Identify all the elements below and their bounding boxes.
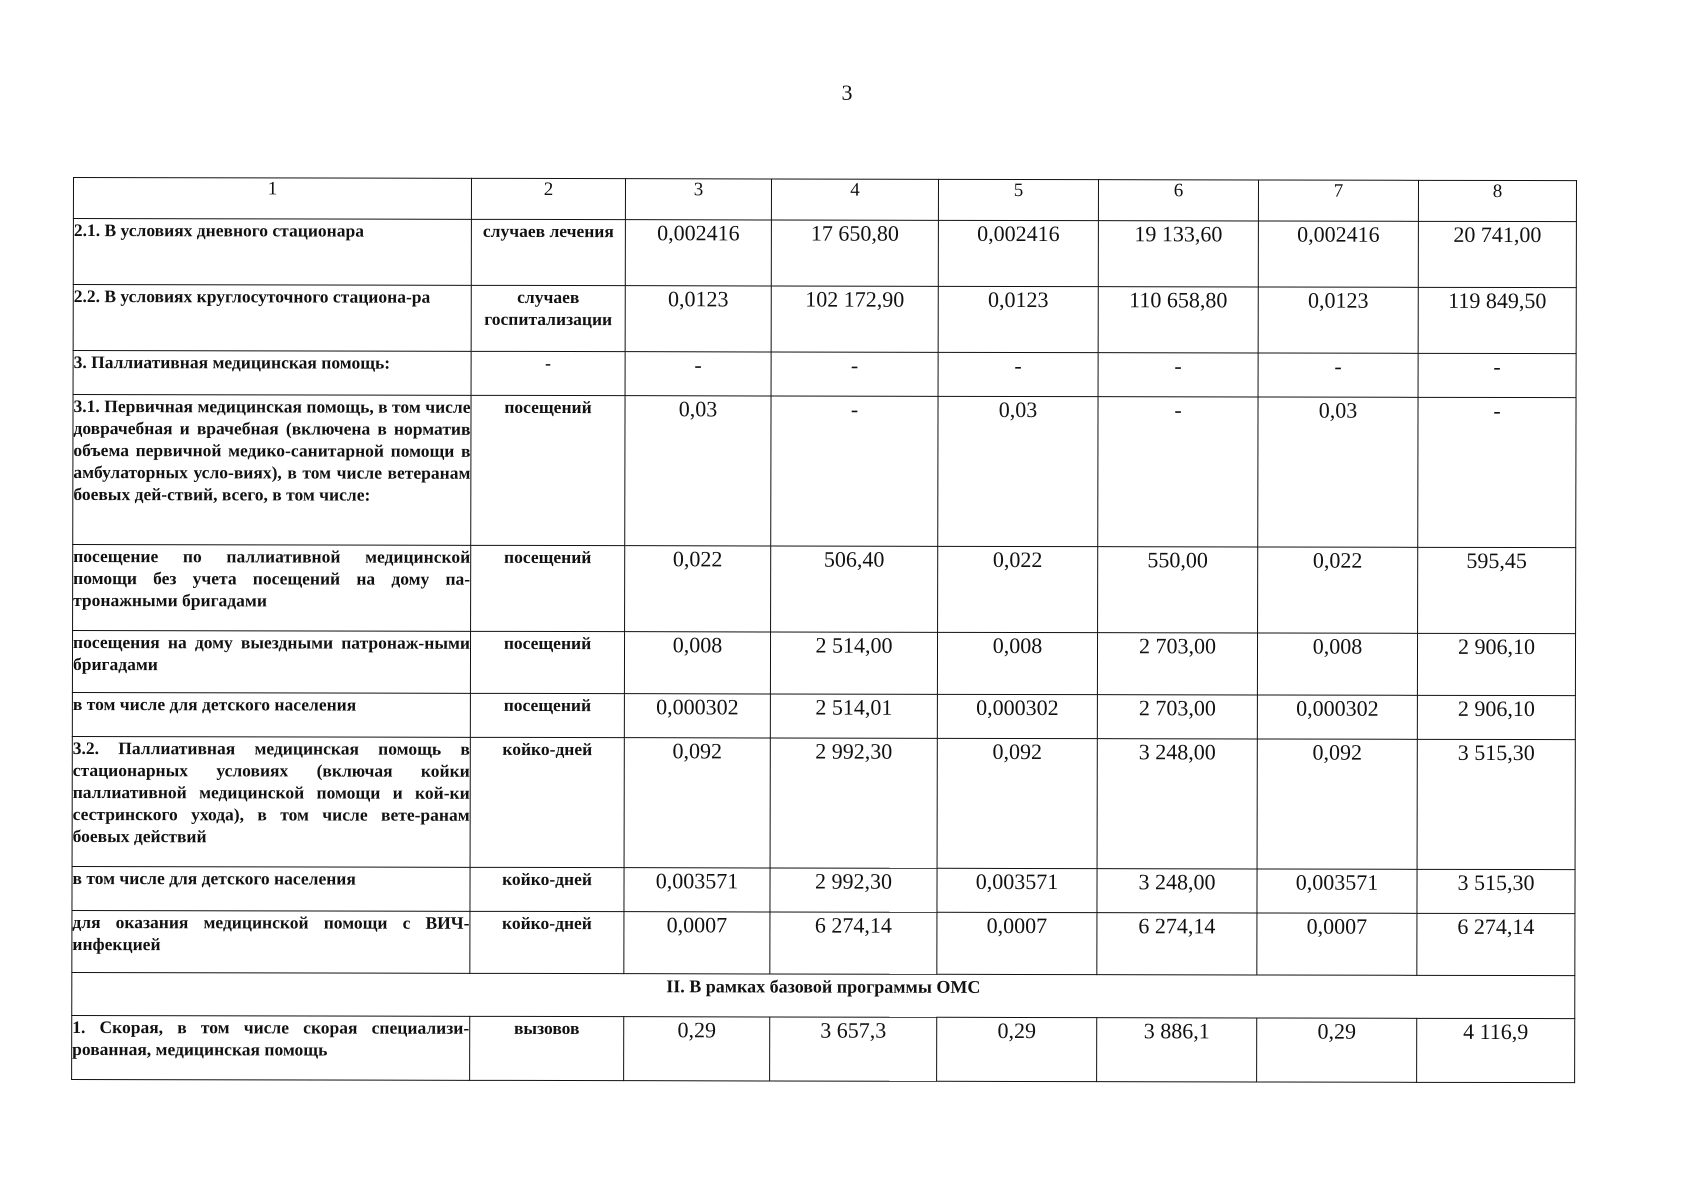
column-number-4: 4 bbox=[771, 179, 938, 220]
row-value-col5: - bbox=[938, 352, 1098, 396]
row-label: 2.1. В условиях дневного стационара bbox=[73, 219, 471, 286]
row-unit: посещений bbox=[471, 395, 625, 545]
row-value-col3: 0,0123 bbox=[625, 286, 771, 352]
row-label: 2.2. В условиях круглосуточного стациона-ра bbox=[73, 285, 471, 352]
column-number-7: 7 bbox=[1258, 180, 1418, 221]
row-value-col7: 0,29 bbox=[1257, 1018, 1417, 1082]
column-number-5: 5 bbox=[938, 179, 1098, 220]
table-row bbox=[72, 866, 1575, 913]
row-label: посещение по паллиативной медицинской помощи без учета посещений на дому па-тронажными бригадами bbox=[73, 545, 471, 632]
row-value-col7: 0,000302 bbox=[1257, 695, 1417, 739]
row-value-col5: 0,002416 bbox=[938, 220, 1098, 286]
column-number-3: 3 bbox=[625, 179, 771, 220]
table-row bbox=[72, 910, 1575, 975]
row-value-col7: 0,03 bbox=[1258, 397, 1418, 547]
row-value-col3: 0,092 bbox=[624, 738, 770, 868]
row-value-col8: 3 515,30 bbox=[1417, 869, 1575, 913]
table-row bbox=[73, 285, 1576, 354]
row-value-col4: 3 657,3 bbox=[770, 1017, 937, 1081]
row-value-col8: 6 274,14 bbox=[1417, 913, 1575, 975]
row-value-col6: 6 274,14 bbox=[1097, 913, 1257, 975]
row-value-col3: 0,022 bbox=[625, 546, 771, 632]
row-value-col6: 550,00 bbox=[1098, 547, 1258, 633]
row-value-col7: - bbox=[1258, 353, 1418, 397]
row-value-col4: 2 514,00 bbox=[770, 632, 937, 694]
row-label: для оказания медицинской помощи с ВИЧ-инфекцией bbox=[72, 910, 470, 973]
row-value-col8: 595,45 bbox=[1418, 547, 1576, 633]
row-unit: посещений bbox=[471, 545, 625, 631]
table-row bbox=[72, 692, 1575, 739]
row-value-col4: 2 992,30 bbox=[770, 868, 937, 912]
row-value-col3: 0,008 bbox=[624, 632, 770, 694]
row-unit: - bbox=[471, 351, 625, 395]
row-unit: посещений bbox=[470, 693, 624, 737]
row-label: 3. Паллиативная медицинская помощь: bbox=[73, 351, 471, 396]
row-value-col8: 2 906,10 bbox=[1417, 695, 1575, 739]
row-value-col3: 0,003571 bbox=[624, 868, 770, 912]
row-unit: вызовов bbox=[470, 1016, 624, 1080]
row-label: 3.2. Паллиативная медицинская помощь в стационарных условиях (включая койки паллиативной медицинской помощи и кой-ки сестринского ухода), в том числе вете-ранам боевых действий bbox=[72, 736, 470, 867]
row-value-col3: 0,002416 bbox=[625, 220, 771, 286]
norms-table bbox=[71, 177, 1577, 1083]
row-value-col7: 0,092 bbox=[1257, 739, 1417, 869]
row-unit: случаев лечения bbox=[471, 219, 625, 285]
row-value-col3: - bbox=[625, 352, 771, 396]
table-row bbox=[72, 736, 1575, 869]
table-row bbox=[72, 631, 1575, 696]
column-number-2: 2 bbox=[471, 178, 625, 219]
row-label: посещения на дому выездными патронаж-ными бригадами bbox=[72, 631, 470, 694]
row-value-col6: 19 133,60 bbox=[1098, 221, 1258, 287]
row-value-col8: - bbox=[1418, 353, 1576, 397]
row-value-col7: 0,0123 bbox=[1258, 287, 1418, 353]
row-value-col6: - bbox=[1098, 353, 1258, 397]
row-value-col6: 3 886,1 bbox=[1097, 1018, 1257, 1082]
row-unit: случаев госпитализации bbox=[471, 285, 625, 351]
row-value-col5: 0,003571 bbox=[937, 868, 1097, 912]
row-value-col6: - bbox=[1098, 397, 1258, 547]
row-value-col5: 0,29 bbox=[937, 1017, 1097, 1081]
row-value-col7: 0,002416 bbox=[1258, 221, 1418, 287]
row-label: 1. Скорая, в том числе скорая специализи-рованная, медицинская помощь bbox=[72, 1015, 470, 1080]
row-value-col5: 0,092 bbox=[937, 738, 1097, 868]
row-value-col3: 0,03 bbox=[625, 396, 771, 546]
row-unit: посещений bbox=[470, 631, 624, 693]
row-value-col4: 6 274,14 bbox=[770, 912, 937, 974]
row-value-col8: 4 116,9 bbox=[1417, 1018, 1575, 1082]
row-value-col4: 2 514,01 bbox=[770, 694, 937, 738]
row-label: в том числе для детского населения bbox=[72, 866, 470, 911]
row-unit: койко-дней bbox=[470, 911, 624, 973]
row-value-col5: 0,022 bbox=[938, 546, 1098, 632]
row-value-col5: 0,0007 bbox=[937, 912, 1097, 974]
row-value-col4: - bbox=[771, 396, 938, 546]
column-number-8: 8 bbox=[1418, 180, 1576, 221]
row-value-col5: 0,0123 bbox=[938, 286, 1098, 352]
row-value-col5: 0,000302 bbox=[937, 694, 1097, 738]
row-value-col4: 2 992,30 bbox=[770, 738, 937, 868]
row-value-col8: 3 515,30 bbox=[1417, 739, 1575, 869]
row-value-col8: 20 741,00 bbox=[1418, 221, 1576, 287]
row-value-col3: 0,0007 bbox=[624, 912, 770, 974]
table-row bbox=[73, 545, 1576, 634]
row-unit: койко-дней bbox=[470, 867, 624, 911]
row-value-col5: 0,008 bbox=[937, 632, 1097, 694]
row-value-col4: 17 650,80 bbox=[771, 220, 938, 286]
row-value-col4: 506,40 bbox=[771, 546, 938, 632]
column-number-1: 1 bbox=[73, 178, 471, 220]
table-row bbox=[73, 351, 1576, 398]
row-value-col8: 119 849,50 bbox=[1418, 287, 1576, 353]
column-number-6: 6 bbox=[1098, 180, 1258, 221]
row-label: в том числе для детского населения bbox=[72, 692, 470, 737]
row-label: 3.1. Первичная медицинская помощь, в том числе доврачебная и врачебная (включена в норматив объема первичной медико-санитарной помощи в амбулаторных усло-виях), в том числе ветеранам боевых дей-ствий, всего, в том числе: bbox=[73, 395, 471, 546]
row-value-col7: 0,003571 bbox=[1257, 869, 1417, 913]
row-value-col7: 0,008 bbox=[1257, 633, 1417, 695]
row-value-col8: - bbox=[1418, 397, 1576, 547]
page-number: 3 bbox=[841, 80, 853, 105]
section-title: II. В рамках базовой программы ОМС bbox=[72, 972, 1575, 1018]
row-value-col8: 2 906,10 bbox=[1417, 633, 1575, 695]
row-value-col6: 2 703,00 bbox=[1097, 633, 1257, 695]
row-value-col5: 0,03 bbox=[938, 396, 1098, 546]
row-value-col7: 0,022 bbox=[1258, 547, 1418, 633]
table-header-row bbox=[73, 178, 1576, 222]
row-value-col4: - bbox=[771, 352, 938, 396]
row-value-col3: 0,000302 bbox=[624, 694, 770, 738]
table-row bbox=[73, 219, 1576, 288]
row-value-col6: 3 248,00 bbox=[1097, 869, 1257, 913]
section-row bbox=[72, 972, 1575, 1018]
row-value-col6: 2 703,00 bbox=[1097, 695, 1257, 739]
table-body bbox=[72, 178, 1577, 1083]
row-value-col7: 0,0007 bbox=[1257, 913, 1417, 975]
row-unit: койко-дней bbox=[470, 737, 624, 867]
row-value-col3: 0,29 bbox=[624, 1017, 770, 1081]
table-row bbox=[72, 1015, 1575, 1082]
row-value-col6: 3 248,00 bbox=[1097, 739, 1257, 869]
table-row bbox=[73, 395, 1576, 548]
row-value-col4: 102 172,90 bbox=[771, 286, 938, 352]
row-value-col6: 110 658,80 bbox=[1098, 287, 1258, 353]
